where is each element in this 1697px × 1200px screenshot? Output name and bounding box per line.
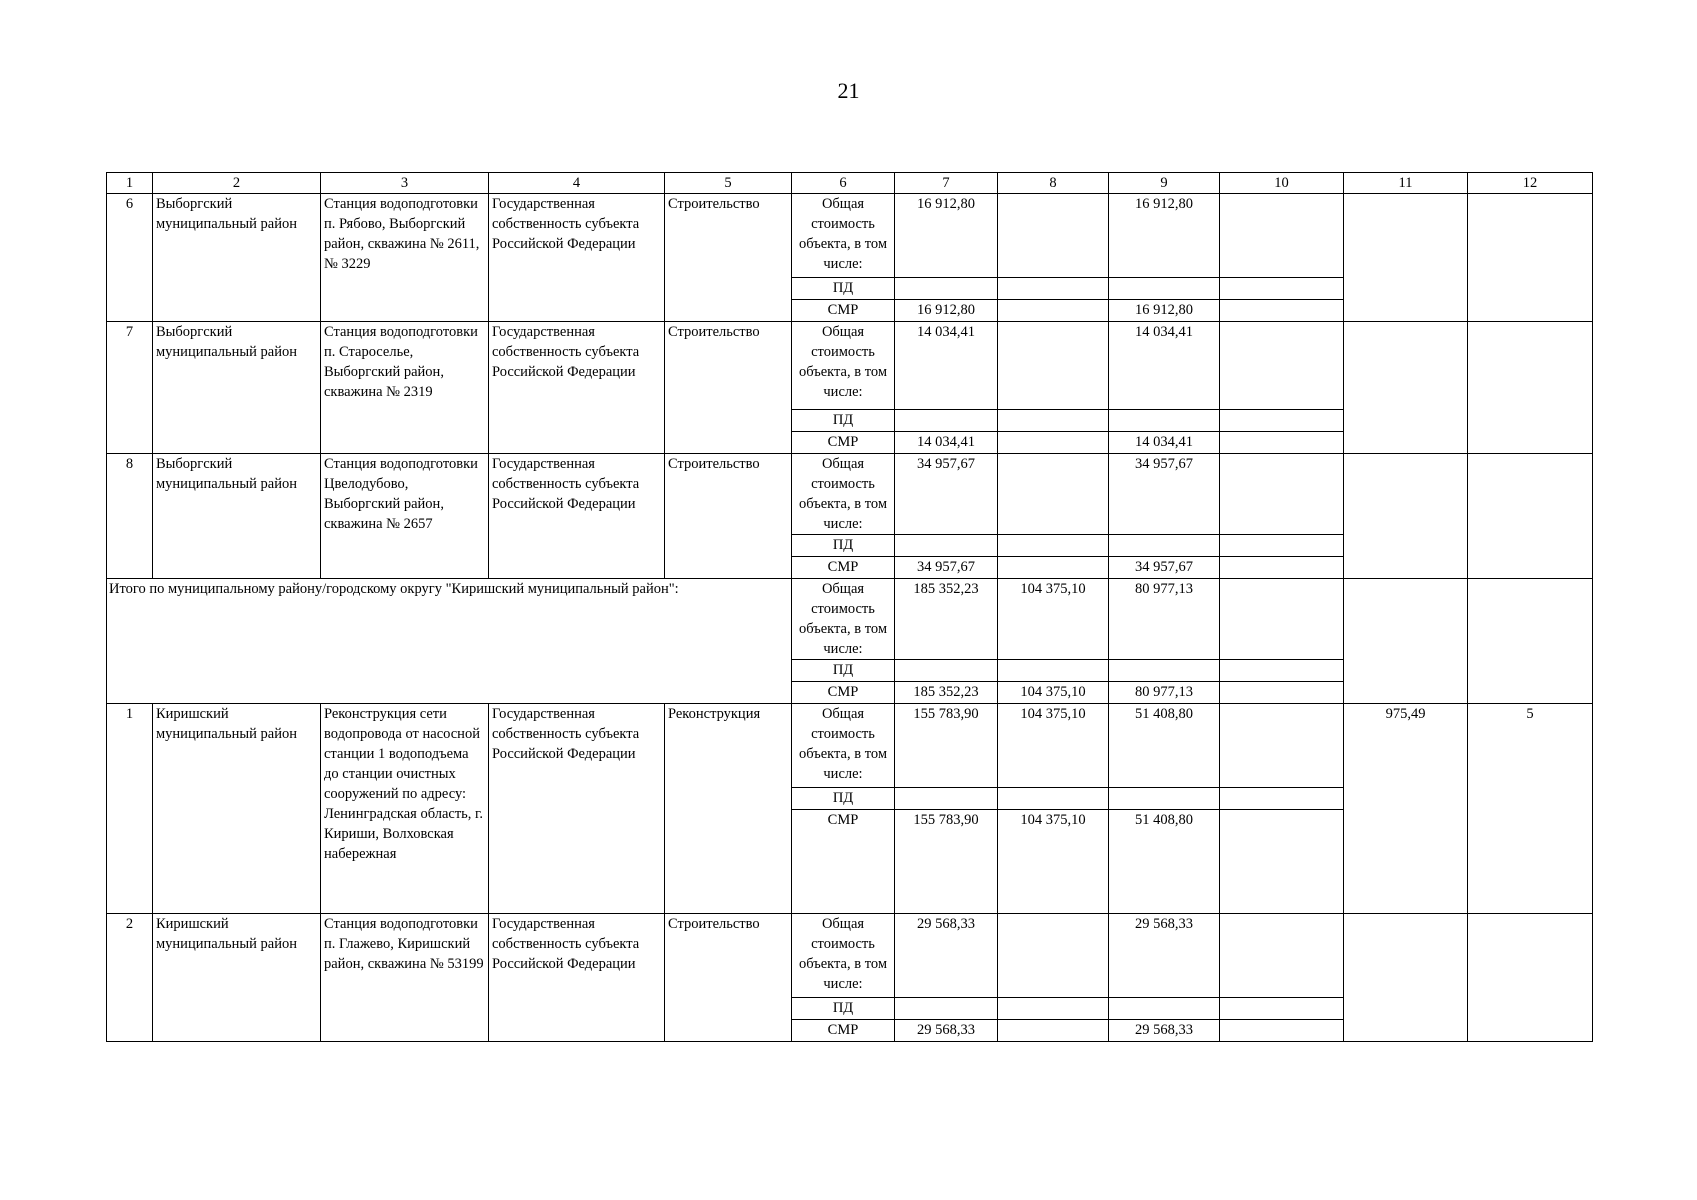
- col-header: 12: [1468, 173, 1593, 194]
- object-cell: Станция водоподготовки п. Глажево, Киришский район, скважина № 53199: [321, 914, 489, 1042]
- row-number: 1: [107, 704, 153, 914]
- value-c7: 16 912,80: [895, 194, 998, 278]
- value-c7: [895, 998, 998, 1020]
- value-c9: [1109, 535, 1220, 557]
- value-c12: [1468, 579, 1593, 704]
- value-c8: [998, 914, 1109, 998]
- value-c10: [1220, 579, 1344, 660]
- line-label-total: Общая стоимость объекта, в том числе:: [792, 579, 895, 660]
- value-c9: 80 977,13: [1109, 579, 1220, 660]
- value-c10: [1220, 998, 1344, 1020]
- value-c7: [895, 410, 998, 432]
- value-c10: [1220, 914, 1344, 998]
- value-c9: 14 034,41: [1109, 432, 1220, 454]
- value-c10: [1220, 1020, 1344, 1042]
- value-c8: [998, 557, 1109, 579]
- value-c8: [998, 278, 1109, 300]
- col-header: 10: [1220, 173, 1344, 194]
- value-c10: [1220, 788, 1344, 810]
- value-c9: 80 977,13: [1109, 682, 1220, 704]
- value-c9: 51 408,80: [1109, 704, 1220, 788]
- value-c10: [1220, 810, 1344, 914]
- table-row: [107, 454, 1593, 535]
- line-label-pd: ПД: [792, 660, 895, 682]
- subtotal-row: [107, 579, 1593, 660]
- value-c7: 29 568,33: [895, 914, 998, 998]
- value-c8: [998, 1020, 1109, 1042]
- value-c7: [895, 535, 998, 557]
- value-c12: [1468, 914, 1593, 1042]
- value-c7: 185 352,23: [895, 579, 998, 660]
- value-c11: [1344, 322, 1468, 454]
- value-c8: [998, 432, 1109, 454]
- value-c10: [1220, 682, 1344, 704]
- value-c10: [1220, 300, 1344, 322]
- col-header: 6: [792, 173, 895, 194]
- value-c10: [1220, 535, 1344, 557]
- value-c8: [998, 998, 1109, 1020]
- value-c8: [998, 300, 1109, 322]
- district-cell: Киришский муниципальный район: [153, 704, 321, 914]
- column-number-row: [107, 173, 1593, 194]
- row-number: 2: [107, 914, 153, 1042]
- value-c8: 104 375,10: [998, 704, 1109, 788]
- value-c11: [1344, 579, 1468, 704]
- line-label-total: Общая стоимость объекта, в том числе:: [792, 454, 895, 535]
- value-c7: [895, 660, 998, 682]
- value-c9: 16 912,80: [1109, 194, 1220, 278]
- value-c8: [998, 410, 1109, 432]
- col-header: 11: [1344, 173, 1468, 194]
- table-row: [107, 704, 1593, 788]
- line-label-total: Общая стоимость объекта, в том числе:: [792, 194, 895, 278]
- value-c9: 16 912,80: [1109, 300, 1220, 322]
- value-c10: [1220, 194, 1344, 278]
- table-row: [107, 194, 1593, 278]
- ownership-cell: Государственная собственность субъекта Российской Федерации: [489, 322, 665, 454]
- col-header: 2: [153, 173, 321, 194]
- row-number: 8: [107, 454, 153, 579]
- value-c8: [998, 535, 1109, 557]
- value-c9: [1109, 278, 1220, 300]
- value-c8: [998, 660, 1109, 682]
- value-c9: 29 568,33: [1109, 914, 1220, 998]
- line-label-smr: СМР: [792, 557, 895, 579]
- object-cell: Станция водоподготовки п. Староселье, Выборгский район, скважина № 2319: [321, 322, 489, 454]
- value-c7: 185 352,23: [895, 682, 998, 704]
- line-label-smr: СМР: [792, 810, 895, 914]
- row-number: 7: [107, 322, 153, 454]
- work-type-cell: Строительство: [665, 194, 792, 322]
- value-c10: [1220, 454, 1344, 535]
- line-label-pd: ПД: [792, 998, 895, 1020]
- col-header: 5: [665, 173, 792, 194]
- line-label-pd: ПД: [792, 410, 895, 432]
- value-c10: [1220, 557, 1344, 579]
- ownership-cell: Государственная собственность субъекта Российской Федерации: [489, 194, 665, 322]
- value-c8: [998, 194, 1109, 278]
- table-row: [107, 322, 1593, 410]
- table-row: [107, 914, 1593, 998]
- value-c7: 155 783,90: [895, 810, 998, 914]
- value-c7: [895, 788, 998, 810]
- line-label-total: Общая стоимость объекта, в том числе:: [792, 322, 895, 410]
- col-header: 4: [489, 173, 665, 194]
- value-c12: 5: [1468, 704, 1593, 914]
- district-cell: Выборгский муниципальный район: [153, 194, 321, 322]
- value-c10: [1220, 432, 1344, 454]
- object-cell: Реконструкция сети водопровода от насосной станции 1 водоподъема до станции очистных сооружений по адресу: Ленинградская область, г. Кириши, Волховская набережная: [321, 704, 489, 914]
- district-cell: Выборгский муниципальный район: [153, 454, 321, 579]
- value-c8: 104 375,10: [998, 682, 1109, 704]
- value-c9: [1109, 788, 1220, 810]
- value-c7: 29 568,33: [895, 1020, 998, 1042]
- line-label-total: Общая стоимость объекта, в том числе:: [792, 704, 895, 788]
- value-c9: 29 568,33: [1109, 1020, 1220, 1042]
- work-type-cell: Строительство: [665, 322, 792, 454]
- value-c12: [1468, 322, 1593, 454]
- value-c11: 975,49: [1344, 704, 1468, 914]
- col-header: 3: [321, 173, 489, 194]
- ownership-cell: Государственная собственность субъекта Российской Федерации: [489, 704, 665, 914]
- value-c11: [1344, 454, 1468, 579]
- value-c9: 34 957,67: [1109, 557, 1220, 579]
- value-c9: [1109, 410, 1220, 432]
- value-c9: 14 034,41: [1109, 322, 1220, 410]
- value-c10: [1220, 660, 1344, 682]
- col-header: 7: [895, 173, 998, 194]
- object-cell: Станция водоподготовки Цвелодубово, Выборгский район, скважина № 2657: [321, 454, 489, 579]
- value-c12: [1468, 194, 1593, 322]
- value-c7: [895, 278, 998, 300]
- value-c9: 34 957,67: [1109, 454, 1220, 535]
- object-cell: Станция водоподготовки п. Рябово, Выборгский район, скважина № 2611, № 3229: [321, 194, 489, 322]
- ownership-cell: Государственная собственность субъекта Российской Федерации: [489, 914, 665, 1042]
- page-number: 21: [837, 78, 860, 103]
- value-c7: 14 034,41: [895, 432, 998, 454]
- col-header: 1: [107, 173, 153, 194]
- col-header: 9: [1109, 173, 1220, 194]
- value-c11: [1344, 194, 1468, 322]
- line-label-smr: СМР: [792, 682, 895, 704]
- value-c7: 34 957,67: [895, 557, 998, 579]
- subtotal-label: Итого по муниципальному району/городскому округу "Киришский муниципальный район":: [107, 579, 792, 704]
- work-type-cell: Реконструкция: [665, 704, 792, 914]
- line-label-total: Общая стоимость объекта, в том числе:: [792, 914, 895, 998]
- value-c10: [1220, 410, 1344, 432]
- row-number: 6: [107, 194, 153, 322]
- value-c7: 155 783,90: [895, 704, 998, 788]
- value-c10: [1220, 322, 1344, 410]
- value-c8: [998, 788, 1109, 810]
- value-c7: 16 912,80: [895, 300, 998, 322]
- work-type-cell: Строительство: [665, 454, 792, 579]
- work-type-cell: Строительство: [665, 914, 792, 1042]
- value-c8: 104 375,10: [998, 579, 1109, 660]
- objects-table: [106, 172, 1593, 1042]
- value-c9: [1109, 660, 1220, 682]
- value-c7: 14 034,41: [895, 322, 998, 410]
- line-label-smr: СМР: [792, 1020, 895, 1042]
- line-label-pd: ПД: [792, 535, 895, 557]
- district-cell: Выборгский муниципальный район: [153, 322, 321, 454]
- value-c8: [998, 454, 1109, 535]
- line-label-smr: СМР: [792, 300, 895, 322]
- value-c8: [998, 322, 1109, 410]
- line-label-pd: ПД: [792, 788, 895, 810]
- value-c9: [1109, 998, 1220, 1020]
- col-header: 8: [998, 173, 1109, 194]
- line-label-smr: СМР: [792, 432, 895, 454]
- value-c7: 34 957,67: [895, 454, 998, 535]
- value-c8: 104 375,10: [998, 810, 1109, 914]
- value-c10: [1220, 278, 1344, 300]
- value-c12: [1468, 454, 1593, 579]
- line-label-pd: ПД: [792, 278, 895, 300]
- district-cell: Киришский муниципальный район: [153, 914, 321, 1042]
- value-c11: [1344, 914, 1468, 1042]
- value-c10: [1220, 704, 1344, 788]
- value-c9: 51 408,80: [1109, 810, 1220, 914]
- ownership-cell: Государственная собственность субъекта Российской Федерации: [489, 454, 665, 579]
